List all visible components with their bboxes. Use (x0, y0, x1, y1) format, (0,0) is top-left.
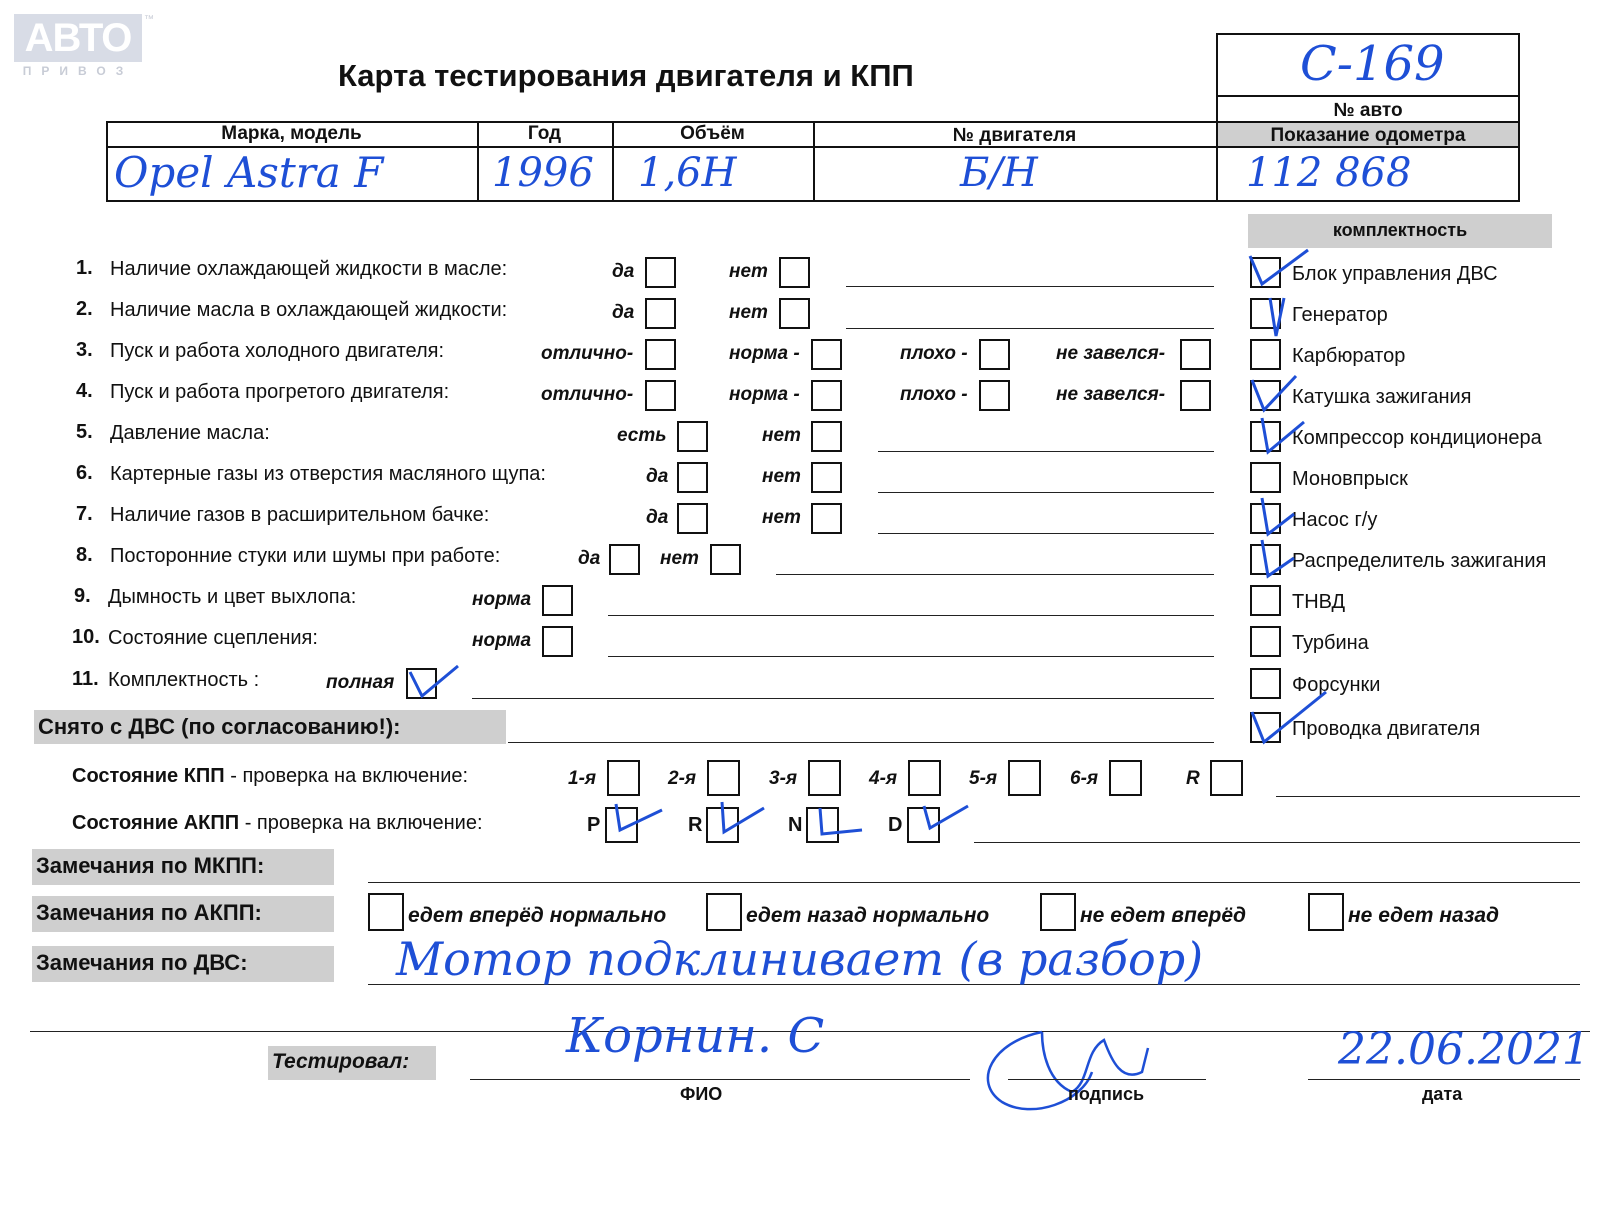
option-label: плохо - (900, 343, 968, 364)
comment-line (878, 492, 1214, 493)
logo (14, 14, 154, 78)
col-brand-model: Марка, модель (221, 123, 362, 144)
comment-line (878, 533, 1214, 534)
checkbox-bad[interactable] (979, 380, 1010, 411)
remarks-dvs-label: Замечания по ДВС: (36, 950, 248, 975)
akpp-remark-checkbox[interactable] (368, 893, 404, 931)
completeness-item: Турбина (1292, 632, 1369, 654)
comment-line (608, 615, 1214, 616)
check-num: 8. (76, 544, 93, 566)
check-num: 1. (76, 257, 93, 279)
date-line (1308, 1079, 1580, 1080)
checkbox-normal[interactable] (811, 339, 842, 370)
remarks-akpp-label: Замечания по АКПП: (36, 900, 262, 925)
completeness-item: Карбюратор (1292, 345, 1406, 367)
akpp-remark-label: не едет вперёд (1080, 904, 1246, 927)
checkbox-no[interactable] (779, 257, 810, 288)
check-mark-icon (1244, 244, 1314, 292)
kpp-label-rest: - проверка на включение: (224, 765, 469, 787)
check-num: 2. (76, 298, 93, 320)
akpp-remark-label: не едет назад (1348, 904, 1500, 927)
signature-label: подпись (1068, 1084, 1145, 1104)
gear-label: R (1186, 768, 1200, 789)
akpp-remark-label: едет вперёд нормально (408, 904, 667, 927)
col-engine-number: № двигателя (952, 125, 1077, 146)
check-mark-icon (402, 648, 462, 704)
fio-line (470, 1079, 970, 1080)
akpp-remark-checkbox[interactable] (1308, 893, 1344, 931)
check-num: 7. (76, 503, 93, 525)
car-number-label: № авто (1333, 100, 1403, 121)
option-label: да (646, 466, 669, 487)
completeness-item: ТНВД (1292, 591, 1346, 613)
gear-label: 1-я (568, 768, 597, 789)
col-odometer: Показание одометра (1270, 125, 1466, 146)
option-label: да (612, 302, 635, 323)
gear-label: N (788, 814, 803, 836)
completeness-checkbox[interactable] (1250, 339, 1281, 370)
signature-line (1008, 1079, 1206, 1080)
completeness-checkbox[interactable] (1250, 626, 1281, 657)
gear-checkbox[interactable] (607, 760, 640, 796)
gear-label: 6-я (1070, 768, 1099, 789)
akpp-remark-label: едет назад нормально (746, 904, 990, 927)
check-text: Комплектность : (108, 669, 260, 691)
checkbox-not-started[interactable] (1180, 339, 1211, 370)
check-num: 9. (74, 585, 91, 607)
akpp-remark-checkbox[interactable] (1040, 893, 1076, 931)
option-label: полная (326, 672, 395, 693)
checkbox-no[interactable] (710, 544, 741, 575)
gear-checkbox[interactable] (1008, 760, 1041, 796)
checkbox-present[interactable] (677, 421, 708, 452)
gear-label: R (688, 814, 703, 836)
completeness-item: Моновпрыск (1292, 468, 1408, 490)
comment-line (608, 656, 1214, 657)
completeness-item: Распределитель зажигания (1292, 550, 1547, 572)
check-mark-icon (918, 800, 974, 836)
check-mark-icon (710, 796, 770, 840)
car-number-divider (1216, 95, 1520, 97)
logo-sub: ПРИВОЗ (22, 64, 134, 78)
value-year: 1996 (492, 150, 594, 196)
option-label: норма (472, 589, 532, 610)
option-label: отлично- (541, 384, 634, 405)
option-label: плохо - (900, 384, 968, 405)
remarks-mkpp-label: Замечания по МКПП: (36, 853, 265, 878)
gear-label: 3-я (769, 768, 798, 789)
col-volume: Объём (680, 123, 745, 144)
gear-label: 2-я (668, 768, 697, 789)
option-label: нет (762, 466, 801, 487)
remarks-mkpp-line (368, 882, 1580, 883)
option-label: не завелся- (1056, 343, 1166, 364)
comment-line (846, 286, 1214, 287)
completeness-item: Генератор (1292, 304, 1388, 326)
check-num: 6. (76, 462, 93, 484)
signature-icon (972, 1022, 1192, 1122)
completeness-item: Форсунки (1292, 674, 1381, 696)
option-label: норма - (729, 384, 800, 405)
checkbox-normal[interactable] (542, 626, 573, 657)
option-label: да (612, 261, 635, 282)
checkbox-no[interactable] (811, 421, 842, 452)
check-mark-icon (1250, 532, 1300, 582)
checkbox-excellent[interactable] (645, 339, 676, 370)
completeness-item: Насос г/у (1292, 509, 1378, 531)
fio-label: ФИО (680, 1084, 723, 1104)
option-label: нет (660, 548, 699, 569)
option-label: да (646, 507, 669, 528)
check-num: 10. (72, 626, 100, 648)
gear-label: 4-я (869, 768, 898, 789)
check-num: 5. (76, 421, 93, 443)
check-mark-icon (608, 800, 668, 840)
checkbox-yes[interactable] (677, 503, 708, 534)
check-mark-icon (1262, 294, 1292, 340)
checkbox-yes[interactable] (609, 544, 640, 575)
value-volume: 1,6Н (638, 150, 737, 196)
check-mark-icon (1250, 410, 1310, 458)
removed-label: Снято с ДВС (по согласованию!): (38, 714, 401, 739)
removed-line (508, 742, 1214, 743)
check-mark-icon (810, 804, 870, 840)
completeness-item: Катушка зажигания (1292, 386, 1472, 408)
completeness-header: комплектность (1332, 220, 1468, 240)
option-label: нет (762, 425, 801, 446)
checkbox-bad[interactable] (979, 339, 1010, 370)
remarks-dvs-text: Мотор подклинивает (в разбор) (396, 932, 1204, 986)
check-mark-icon (1244, 686, 1334, 748)
option-label: норма - (729, 343, 800, 364)
gear-checkbox[interactable] (1109, 760, 1142, 796)
tested-label: Тестировал: (272, 1050, 410, 1073)
check-text: Состояние сцепления: (108, 627, 318, 649)
checkbox-normal[interactable] (811, 380, 842, 411)
completeness-checkbox[interactable] (1250, 462, 1281, 493)
date-label: дата (1422, 1084, 1463, 1104)
value-brand-model: Opel Astra F (114, 148, 384, 197)
gear-checkbox[interactable] (808, 760, 841, 796)
akpp-line (974, 842, 1580, 843)
test-date: 22.06.2021 (1338, 1024, 1590, 1075)
option-label: да (578, 548, 601, 569)
akpp-label-bold: Состояние АКПП (72, 812, 240, 834)
gear-checkbox[interactable] (707, 760, 740, 796)
comment-line (878, 451, 1214, 452)
option-label: норма (472, 630, 532, 651)
check-text: Пуск и работа прогретого двигателя: (110, 381, 450, 403)
check-text: Наличие газов в расширительном бачке: (110, 504, 490, 526)
checkbox-no[interactable] (811, 462, 842, 493)
logo-tm: ™ (144, 14, 154, 25)
gear-label: 5-я (969, 768, 998, 789)
option-label: нет (729, 302, 768, 323)
check-text: Пуск и работа холодного двигателя: (110, 340, 445, 362)
car-number-value: С-169 (1300, 36, 1445, 92)
kpp-label (72, 765, 468, 788)
checkbox-yes[interactable] (645, 298, 676, 329)
comment-line (846, 328, 1214, 329)
page-title: Карта тестирования двигателя и КПП (338, 58, 914, 93)
kpp-line (1276, 796, 1580, 797)
option-label: нет (762, 507, 801, 528)
check-num: 11. (72, 668, 99, 690)
gear-checkbox[interactable] (1210, 760, 1243, 796)
akpp-label (72, 812, 483, 835)
check-text: Давление масла: (110, 422, 270, 444)
checkbox-no[interactable] (779, 298, 810, 329)
comment-line (776, 574, 1214, 575)
value-odometer: 112 868 (1246, 150, 1412, 196)
option-label: есть (617, 425, 667, 446)
completeness-item: Компрессор кондиционера (1292, 427, 1542, 449)
check-text: Наличие масла в охлаждающей жидкости: (110, 299, 508, 321)
kpp-label-bold: Состояние КПП (72, 765, 225, 787)
option-label: не завелся- (1056, 384, 1166, 405)
check-text: Посторонние стуки или шумы при работе: (110, 545, 501, 567)
checkbox-excellent[interactable] (645, 380, 676, 411)
checkbox-no[interactable] (811, 503, 842, 534)
comment-line (472, 698, 1214, 699)
check-num: 3. (76, 339, 93, 361)
check-text: Дымность и цвет выхлопа: (108, 586, 357, 608)
completeness-checkbox[interactable] (1250, 585, 1281, 616)
option-label: отлично- (541, 343, 634, 364)
check-num: 4. (76, 380, 93, 402)
completeness-item: Блок управления ДВС (1292, 263, 1498, 285)
checkbox-yes[interactable] (645, 257, 676, 288)
checkbox-normal[interactable] (542, 585, 573, 616)
logo-main: АВТО (14, 14, 142, 62)
checkbox-not-started[interactable] (1180, 380, 1211, 411)
akpp-label-rest: - проверка на включение: (239, 812, 483, 834)
completeness-item: Проводка двигателя (1292, 718, 1481, 740)
checkbox-yes[interactable] (677, 462, 708, 493)
gear-label: D (888, 814, 903, 836)
option-label: нет (729, 261, 768, 282)
gear-checkbox[interactable] (908, 760, 941, 796)
check-text: Наличие охлаждающей жидкости в масле: (110, 258, 508, 280)
check-text: Картерные газы из отверстия масляного щупа: (110, 463, 546, 485)
gear-label: P (587, 814, 601, 836)
value-engine-number: Б/Н (960, 150, 1038, 196)
akpp-remark-checkbox[interactable] (706, 893, 742, 931)
col-year: Год (527, 123, 562, 144)
tester-name: Корнин. С (566, 1008, 825, 1064)
